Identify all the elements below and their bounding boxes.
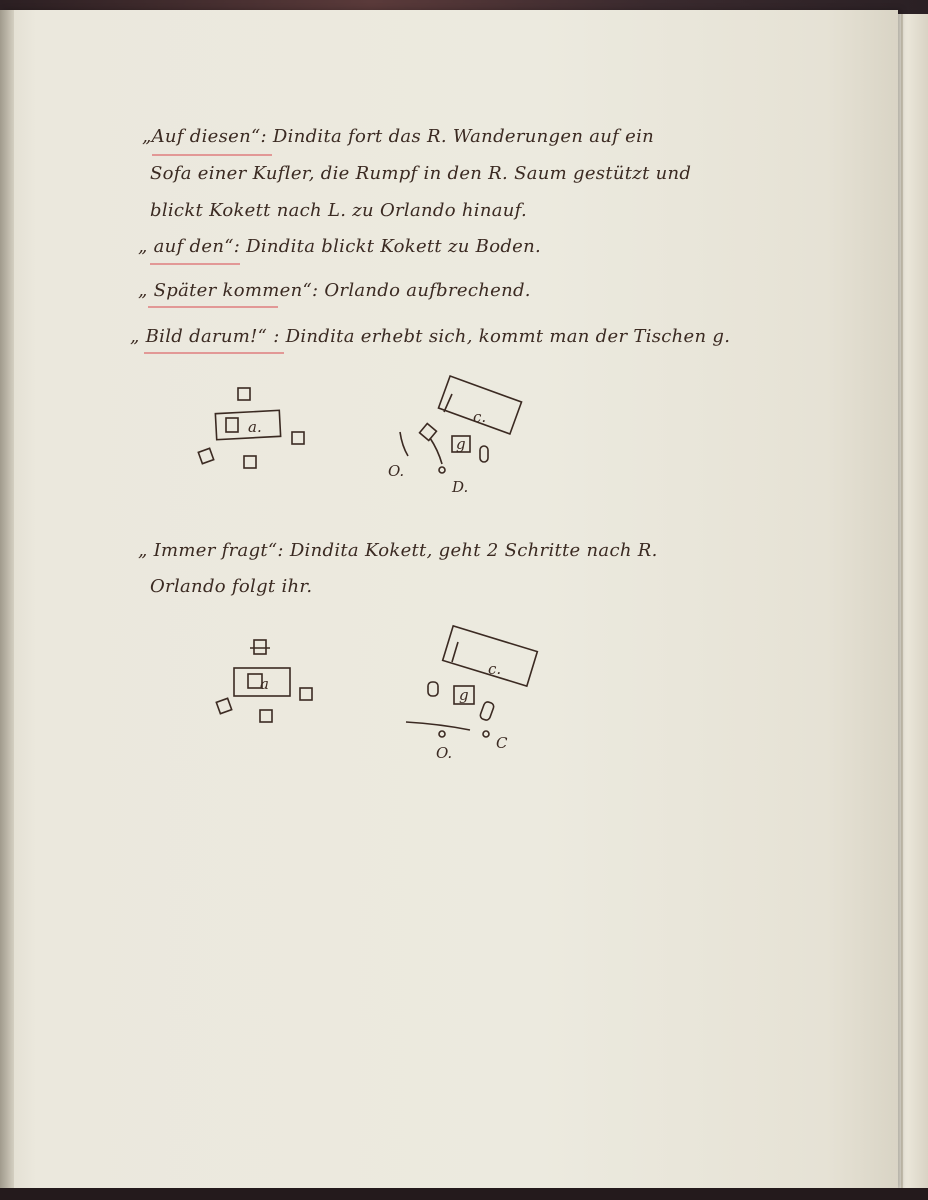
chair-top-icon [238,388,250,400]
chair-left-icon [198,448,213,463]
stage-diagram-2 [210,626,550,766]
chair-right-icon [300,688,312,700]
person-marker [439,467,445,473]
text-line-1: „Auf diesen“: Dindita fort das R. Wanderungen auf ein [142,126,655,147]
chair-bottom-icon [244,456,256,468]
small-table-g-label: g [459,686,469,704]
chair-icon-c1 [428,682,438,696]
text-line-7: „ Immer fragt“: Dindita Kokett, geht 2 Schritte nach R. [138,540,658,561]
table-c-label: c. [488,660,502,678]
text-line-4: „ auf den“: Dindita blickt Kokett zu Boden. [138,236,542,257]
person-d-label: D. [452,478,469,496]
person-orlando-label: O. [388,462,405,480]
small-table-g-label: g [456,435,466,453]
person-right-label: C [496,734,508,752]
text-line-3: blickt Kokett nach L. zu Orlando hinauf. [150,200,527,221]
notebook-page [0,10,898,1190]
stage-diagram-1 [190,380,540,500]
red-underline-2 [150,263,240,265]
book-bottom-edge [0,1188,928,1200]
person-orlando-label: O. [436,744,453,762]
text-line-6: „ Bild darum!“ : Dindita erhebt sich, kommt man der Tischen g. [130,326,731,347]
person-marker-1 [439,731,445,737]
table-c-inner-line [444,394,452,412]
person-marker-2 [483,731,489,737]
movement-path [430,438,442,464]
red-underline-3 [148,306,278,308]
red-underline-1 [152,154,272,156]
movement-path-2 [400,432,408,456]
chair-icon-c1 [420,424,437,441]
red-underline-4 [144,352,284,354]
chair-bottom-icon [260,710,272,722]
table-c-inner-line [452,642,458,662]
table-c-label: c. [473,408,487,426]
chair-top-icon [254,640,266,654]
page-gutter [0,10,14,1190]
table-a-label: a [260,675,269,693]
text-line-8: Orlando folgt ihr. [150,576,313,597]
table-a-label: a. [248,418,262,436]
table-a-inner-mark [226,418,238,432]
text-line-2: Sofa einer Kufler, die Rumpf in den R. Saum gestützt und [150,163,692,184]
chair-icon-c2 [479,701,495,721]
movement-path [406,722,470,730]
chair-right-icon [292,432,304,444]
text-line-5: „ Später kommen“: Orlando aufbrechend. [138,280,531,301]
chair-icon-c2 [480,446,488,462]
chair-left-icon [216,698,231,713]
